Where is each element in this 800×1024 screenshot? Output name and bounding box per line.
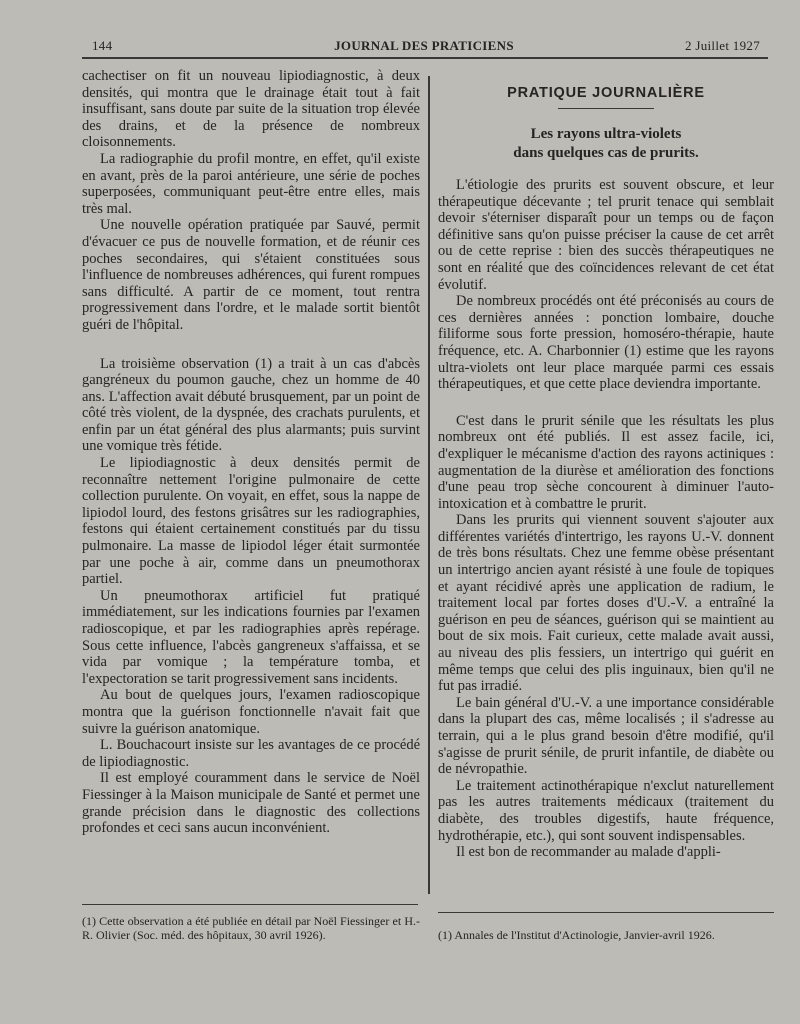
right-column [438,68,774,861]
paragraph: L. Bouchacourt insiste sur les avantages de ce procédé de lipiodiagnostic. [82,737,420,770]
article-title [438,125,774,163]
issue-date: 2 Juillet 1927 [685,38,760,53]
paragraph: Une nouvelle opération pratiquée par Sauvé, permit d'évacuer ce pus de nouvelle formation, et de réunir ces poches secondaires, qui s'étaient constituées sous l'influence de nombreuses adhérences, qui furent rompues sans difficulté. A partir de ce moment, tout rentra progressivement dans l'ordre, et le malade sortit bientôt guéri de l'hôpital. [82,217,420,333]
paragraph: De nombreux procédés ont été préconisés au cours de ces dernières années : ponction lombaire, douche filiforme sous forte pression, homoséro-thérapie, haute fréquence, etc. A. Charbonnier (1) estime que les rayons ultra-violets ont leur place marquée parmi ces essais thérapeutiques, et que cette place deviendra importante. [438,293,774,393]
paragraph: Il est employé couramment dans le service de Noël Fiessinger à la Maison municipale de Santé et permet une grande précision dans le diagnostic des collections profondes et ceci sans aucun inconvénient. [82,770,420,837]
paragraph: cachectiser on fit un nouveau lipiodiagnostic, à deux densités, qui montra que le drainage était tout à fait insuffisant, sans doute par suite de la situation trop élevée des drains, et de la présence de nombreux cloisonnements. [82,68,420,151]
paragraph: L'étiologie des prurits est souvent obscure, et leur thérapeutique décevante ; tel prurit tenace qui semblait devoir s'éterniser disparaît pour un temps ou de façon définitive sans qu'on puisse préciser la cause de cet arrêt ou de cette reprise : bien des succès thérapeutiques ne sont en réalité que des coïncidences relevant de cet état évolutif. [438,177,774,293]
paragraph: Il est bon de recommander au malade d'appli- [456,844,721,861]
section-break [82,334,420,356]
paragraph: Dans les prurits qui viennent souvent s'ajouter aux différentes variétés d'intertrigo, les rayons U.-V. donnent de très bons résultats. Chez une femme obèse présentant un intertrigo ancien ayant résisté à une foule de topiques et ayant récidivé après une application de radium, le traitement local par fortes doses d'U.-V. a entraîné la guérison en peu de séances, guérison qui se maintient au bout de six mois. Fait curieux, cette malade avait aussi, au niveau des plis fessiers, un intertrigo qui guérit en même temps que celui des plis inguinaux, bien qu'il ne fut pas irradié. [438,512,774,695]
paragraph: La troisième observation (1) a trait à un cas d'abcès gangréneux du poumon gauche, chez un homme de 40 ans. L'affection avait débuté brusquement, par un point de côté très violent, de la dyspnée, des crachats purulents, et enfin par un état général des plus alarmants; puis survint une vomique très fétide. [82,355,420,455]
section-break [438,393,774,413]
rubric-underline [558,108,654,109]
footnote-rule [82,904,418,905]
section-rubric: PRATIQUE JOURNALIÈRE [507,85,705,101]
footnote: (1) Annales de l'Institut d'Actinologie, Janvier-avril 1926. [438,928,715,942]
footnote-rule [438,912,774,913]
paragraph: Le lipiodiagnostic à deux densités permit de reconnaître nettement l'origine pulmonaire de cette collection purulente. On voyait, en effet, sous la nappe de lipiodol lourd, des festons grisâtres sur les radiographies, festons qui étaient certainement constitués par du tissu pulmonaire. La masse de lipiodol léger était surmontée par une poche à air, comme dans un pneumothorax partiel. [82,455,420,588]
column-divider [428,76,430,894]
paragraph: Un pneumothorax artificiel fut pratiqué immédiatement, sur les indications fournies par l'examen radioscopique, et par les radiographies après repérage. Sous cette influence, l'abcès gangreneux s'affaissa, et se vida par vomique ; la température tomba, et l'expectoration se tarit progressivement sans incidents. [82,587,420,687]
page-number: 144 [92,38,113,53]
journal-title: JOURNAL DES PRATICIENS [334,38,514,53]
paragraph: Le traitement actinothérapique n'exclut naturellement pas les autres traitements médicaux (traitement du diabète, des troubles digestifs, haute fréquence, hydrothérapie, etc.), qui sont souvent indispensables. [438,777,774,844]
running-header [82,38,766,56]
article-title-line: Les rayons ultra-violets [530,126,682,142]
left-column [82,68,420,837]
paragraph: Le bain général d'U.-V. a une importance considérable dans la plupart des cas, même localisés ; il s'adresse au terrain, qui a le plus grand besoin d'être modifié, qu'il s'agisse de prurit sénile, de prurit infantile, de diabète ou de névropathie. [438,694,774,778]
paragraph: C'est dans le prurit sénile que les résultats les plus nombreux ont été publiés. Il est assez facile, ici, d'expliquer le mécanisme d'action des rayons actiniques : augmentation de la diurèse et amélioration des fonctions d'une peau trop sèche concourent à diminuer l'auto-intoxication et à combattre le prurit. [438,412,774,512]
article-title-line: dans quelques cas de prurits. [513,145,699,161]
paragraph: La radiographie du profil montre, en effet, qu'il existe en avant, près de la paroi antérieure, une série de poches superposées, communiquant peut-être entre elles, mais très mal. [82,150,420,217]
footnote: (1) Cette observation a été publiée en détail par Noël Fiessinger et H.-R. Olivier (Soc. méd. des hôpitaux, 30 avril 1926). [82,914,420,942]
header-rule [82,57,768,59]
paragraph: Au bout de quelques jours, l'examen radioscopique montra que la guérison fonctionnelle n'avait fait que suivre la guérison anatomique. [82,687,420,737]
